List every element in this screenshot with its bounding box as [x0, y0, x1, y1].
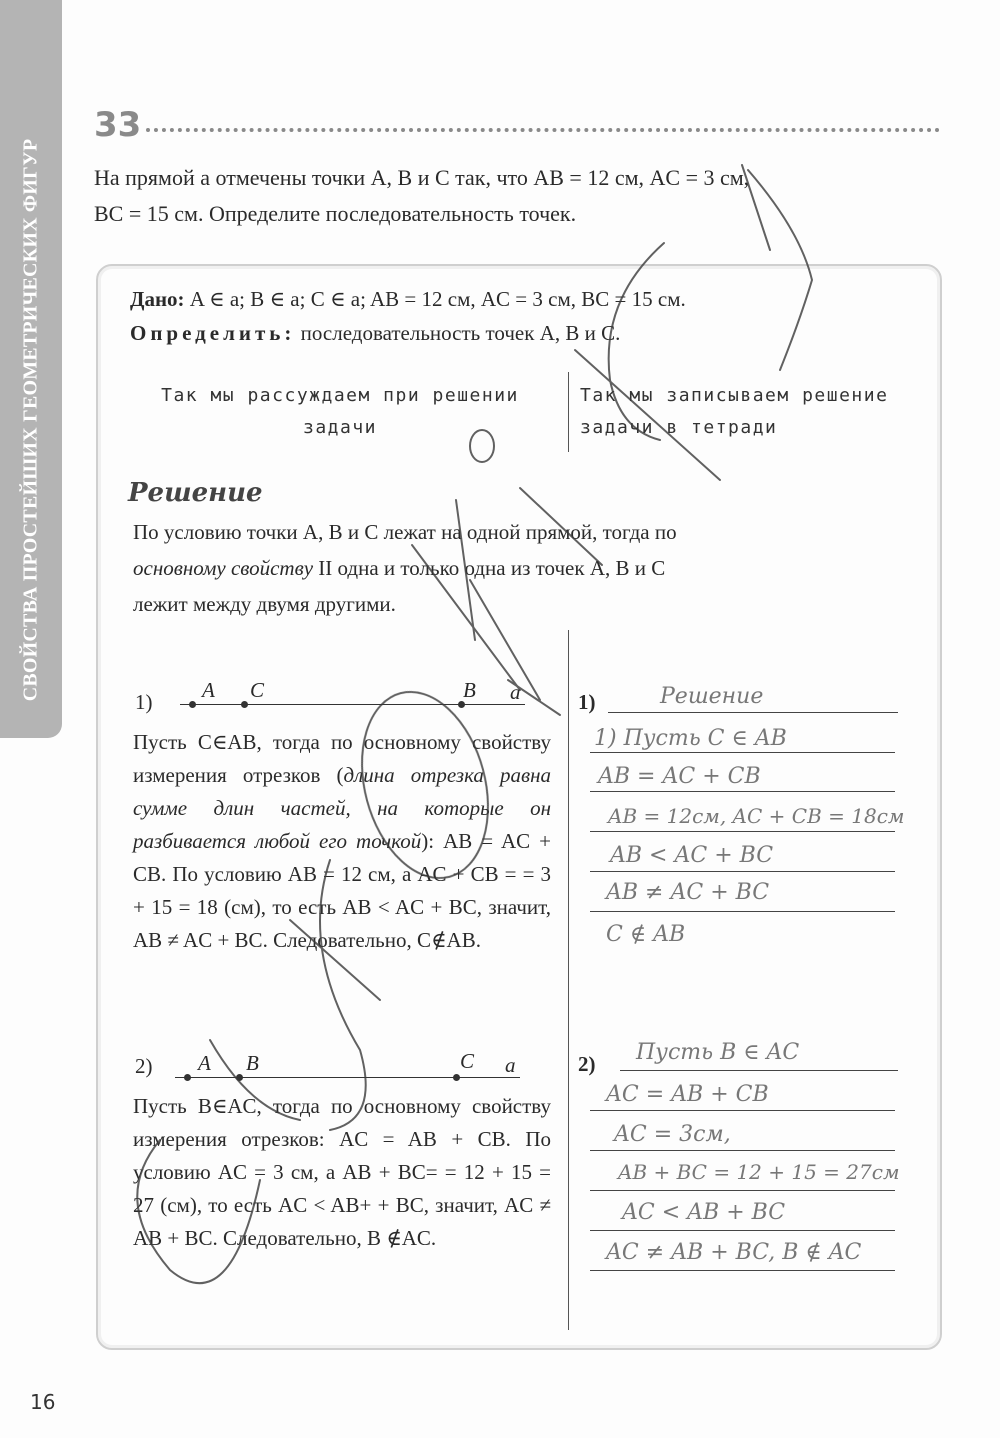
point-a: [189, 701, 196, 708]
column-header-notebook: Так мы записываем решение задачи в тетради: [580, 385, 889, 438]
hw-line-6: AC ≠ AB + BC, B ∉ AC: [606, 1240, 862, 1265]
task-dotted-rule: [146, 128, 940, 132]
point-c: [453, 1074, 460, 1081]
column-header-reasoning: Так мы рассуждаем при решении задачи: [161, 385, 519, 438]
hw-line-2: AC = AB + CB: [606, 1082, 769, 1107]
label-c: C: [460, 1049, 475, 1073]
line-a: [180, 704, 525, 705]
point-c: [241, 701, 248, 708]
chapter-sidebar: [0, 0, 62, 738]
ruled-line: [590, 752, 895, 753]
solution-intro-line-2: II одна и только одна из точек A, B и C: [313, 556, 666, 580]
line-a: [175, 1077, 520, 1078]
given-block: [130, 282, 930, 350]
hw-line-1: Пусть B ∈ AC: [636, 1040, 800, 1065]
hw-line-5: AC < AB + BC: [622, 1200, 786, 1225]
column-divider: [568, 630, 569, 1330]
task-text-line-2: BC = 15 см. Определите последовательность точек.: [94, 201, 577, 226]
given-label: Дано:: [130, 287, 185, 311]
ruled-line: [590, 1110, 895, 1111]
hw-line-2: 1) Пусть C ∈ AB: [594, 726, 787, 751]
case1-text: [133, 726, 551, 957]
label-a: A: [202, 678, 215, 702]
hw-line-6: AB ≠ AC + BC: [606, 880, 770, 905]
hw-line-5: AB < AC + BC: [610, 843, 774, 868]
ruled-line: [590, 871, 895, 872]
task-number: 33: [94, 105, 142, 145]
ruled-line: [590, 791, 895, 792]
label-b: B: [246, 1051, 259, 1075]
case1-text-b: ): AB = AC + CB. По условию AB = 12 см, а AC + CB = = 3 + 15 = 18 (см), то есть AB < AC + BC, значит, AB ≠ AC + BC. Следовательно, C∉AB.: [133, 829, 552, 952]
ruled-line: [590, 1190, 895, 1191]
ruled-line: [590, 911, 895, 912]
determine-text: последовательность точек A, B и C.: [300, 321, 621, 345]
hw-case2-label: 2): [578, 1052, 596, 1076]
ruled-line: [590, 1270, 895, 1271]
case2-text: Пусть B∈AC, тогда по основному свойству измерения отрезков: AC = AB + CB. По условию AC = 3 см, а AB + BC= = 12 + 15 = 27 (см), то есть AC < AB+ + BC, значит, AC ≠ AB + BC. Следовательно, B ∉AC.: [133, 1094, 551, 1250]
solution-intro: [133, 514, 893, 622]
solution-heading: Решение: [128, 478, 263, 508]
hw-line-4: AB + BC = 12 + 15 = 27см: [618, 1160, 900, 1184]
case1-text-italic: длина отрезка равна сумме длин частей, на которые он разбивается любой его точкой: [133, 763, 551, 853]
hw-line-3: AB = AC + CB: [598, 764, 761, 789]
determine-label: Определить:: [130, 321, 296, 345]
task-statement: [94, 160, 944, 232]
case1-text-a: Пусть C∈AB, тогда по основному свойству измерения отрезков (: [133, 730, 551, 787]
label-line: a: [505, 1053, 516, 1077]
hw-line-3: AC = 3см,: [614, 1122, 731, 1147]
solution-intro-line-3: лежит между двумя другими.: [133, 592, 396, 616]
column-divider-top: [568, 372, 569, 452]
label-b: B: [463, 678, 476, 702]
case2-label: 2): [135, 1054, 153, 1078]
hw-line-1: Решение: [660, 684, 764, 709]
point-a: [184, 1074, 191, 1081]
label-c: C: [250, 678, 265, 702]
ruled-line: [590, 831, 895, 832]
ruled-line: [608, 712, 898, 713]
page-number: 16: [30, 1390, 56, 1414]
hw-line-7: C ∉ AB: [606, 922, 686, 947]
label-line: a: [510, 680, 521, 704]
solution-intro-term: основному свойству: [133, 556, 314, 580]
hw-line-4: AB = 12см, AC + CB = 18см: [608, 804, 905, 828]
chapter-title: СВОЙСТВА ПРОСТЕЙШИХ ГЕОМЕТРИЧЕСКИХ ФИГУР: [19, 138, 42, 702]
ruled-line: [590, 1230, 895, 1231]
ruled-line: [590, 1150, 895, 1151]
given-text: A ∈ a; B ∈ a; C ∈ a; AB = 12 см, AC = 3 см, BC = 15 см.: [189, 287, 686, 311]
hw-case1-label: 1): [578, 690, 596, 714]
case1-label: 1): [135, 690, 153, 714]
solution-intro-line-1: По условию точки A, B и C лежат на одной прямой, тогда по: [133, 520, 677, 544]
label-a: A: [198, 1051, 211, 1075]
ruled-line: [620, 1070, 898, 1071]
point-b: [236, 1074, 243, 1081]
task-text-line-1: На прямой a отмечены точки A, B и C так, что AB = 12 см, AC = 3 см,: [94, 165, 750, 190]
